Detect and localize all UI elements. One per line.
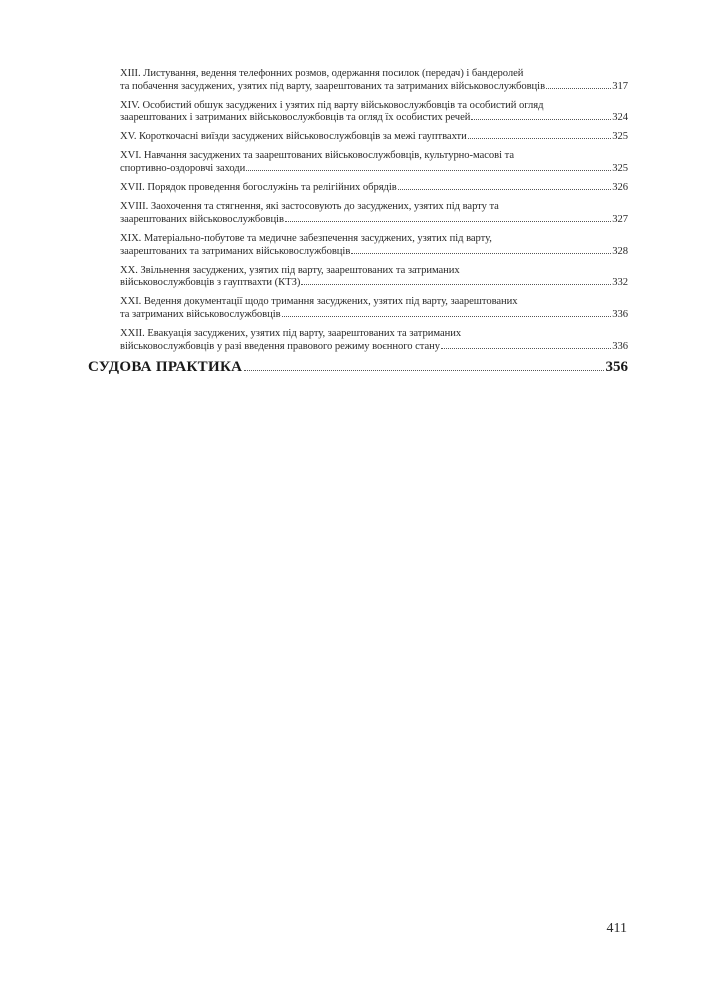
toc-entry-text: військовослужбовців з гауптвахти (КТЗ) (120, 277, 301, 289)
dot-leader (546, 88, 611, 89)
toc-page-number: 336 (612, 308, 628, 320)
toc-entry-text: XV. Короткочасні виїзди засуджених військовослужбовців за межі гауптвахти (120, 131, 467, 143)
toc-entry-text: XXI. Ведення документації щодо тримання засуджених, узятих під варту, заарештованих (120, 296, 518, 308)
page-number: 411 (606, 921, 627, 936)
dot-leader (471, 119, 611, 120)
table-of-contents (120, 68, 628, 360)
toc-entry-text: XVI. Навчання засуджених та заарештованих військовослужбовців, культурно-масові та (120, 150, 514, 162)
toc-entry-text: XIV. Особистий обшук засуджених і узятих під варту військовослужбовців та особистий огляд (120, 99, 544, 111)
dot-leader (441, 348, 611, 349)
toc-entry-xix[interactable] (120, 233, 628, 258)
toc-entry-xviii[interactable] (120, 201, 628, 226)
toc-entry-xxi[interactable] (120, 296, 628, 321)
dot-leader (351, 253, 611, 254)
toc-entry-text: XX. Звільнення засуджених, узятих під варту, заарештованих та затриманих (120, 264, 460, 276)
toc-entry-text: заарештованих та затриманих військовослужбовців (120, 245, 351, 257)
toc-entry-xvi[interactable] (120, 150, 628, 175)
toc-page-number: 325 (612, 163, 628, 175)
toc-entry-xvii[interactable] (120, 182, 628, 195)
toc-entry-xiii[interactable] (120, 68, 628, 93)
dot-leader (244, 370, 603, 371)
toc-entry-xiv[interactable] (120, 100, 628, 125)
section-page-number: 356 (605, 359, 628, 375)
toc-section-court-practice[interactable] (88, 359, 628, 376)
dot-leader (282, 316, 612, 317)
toc-entry-xxii[interactable] (120, 328, 628, 353)
toc-entry-xx[interactable] (120, 265, 628, 290)
toc-entry-text: XVIII. Заохочення та стягнення, які застосовують до засуджених, узятих під варту та (120, 201, 499, 213)
toc-page-number: 325 (612, 131, 628, 143)
toc-page-number: 332 (612, 277, 628, 289)
toc-entry-text: заарештованих і затриманих військовослужбовців та огляд їх особистих речей (120, 112, 471, 124)
dot-leader (285, 221, 611, 222)
dot-leader (398, 189, 612, 190)
toc-entry-text: та побачення засуджених, узятих під варту, заарештованих та затриманих військовослужбовців (120, 80, 546, 92)
toc-page-number: 317 (612, 80, 628, 92)
section-title: СУДОВА ПРАКТИКА (88, 359, 243, 375)
toc-entry-text: заарештованих військовослужбовців (120, 213, 284, 225)
toc-entry-text: XIX. Матеріально-побутове та медичне забезпечення засуджених, узятих під варту, (120, 232, 492, 244)
dot-leader (301, 284, 611, 285)
toc-entry-text: XIII. Листування, ведення телефонних розмов, одержання посилок (передач) і бандеролей (120, 68, 524, 79)
toc-entry-text: XVII. Порядок проведення богослужінь та релігійних обрядів (120, 182, 397, 194)
toc-entry-text: XXII. Евакуація засуджених, узятих під варту, заарештованих та затриманих (120, 328, 462, 339)
toc-page-number: 336 (612, 340, 628, 352)
toc-entry-text: спортивно-оздоровчі заходи (120, 163, 246, 175)
dot-leader (468, 138, 612, 139)
toc-page-number: 328 (612, 245, 628, 257)
toc-entry-text: та затриманих військовослужбовців (120, 308, 281, 320)
toc-page-number: 327 (612, 213, 628, 225)
toc-entry-text: військовослужбовців у разі введення правового режиму воєнного стану (120, 340, 440, 352)
toc-page-number: 324 (612, 112, 628, 124)
toc-entry-xv[interactable] (120, 131, 628, 144)
toc-page-number: 326 (612, 182, 628, 194)
dot-leader (246, 170, 611, 171)
